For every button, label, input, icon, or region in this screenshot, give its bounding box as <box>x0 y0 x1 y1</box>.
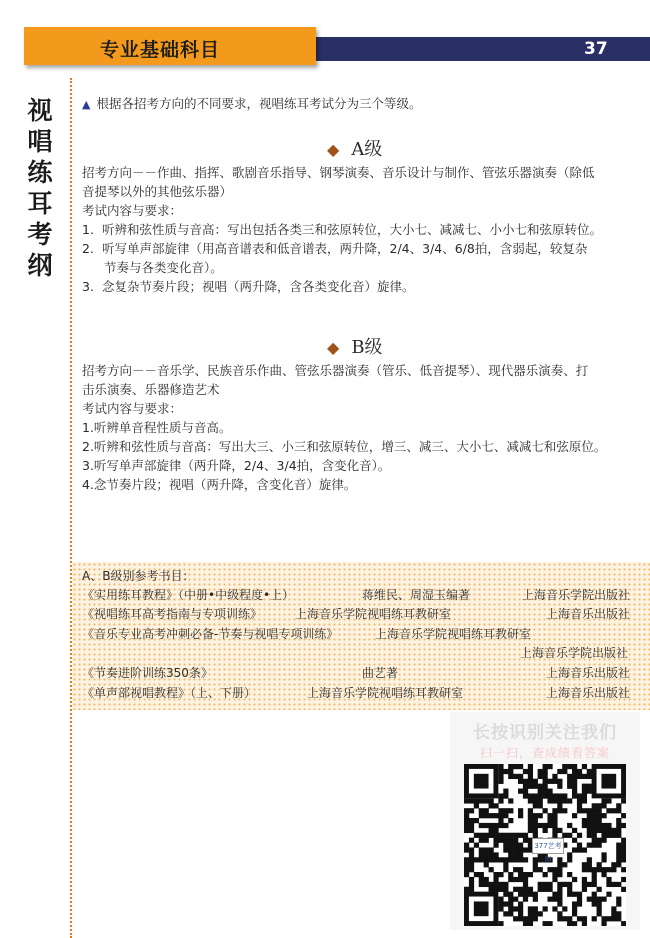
item-number: 1. <box>82 222 94 237</box>
list-item: 4.念节奏片段；视唱（两升降，含变化音）旋律。 <box>82 477 357 492</box>
item-text-cont: 节奏与各类变化音）。 <box>104 260 223 275</box>
side-title-char: 考 <box>27 220 53 249</box>
book-author: 上海音乐学院视唱练耳教研室 <box>307 686 464 700</box>
book-title: 《节奏进阶训练350条》 <box>82 666 213 680</box>
item-text: 念复杂节奏片段；视唱（两升降，含各类变化音）旋律。 <box>102 279 415 294</box>
book-publisher: 上海音乐出版社 <box>546 666 631 680</box>
qr-subheading: 扫一扫，查成绩看答案 <box>479 746 610 760</box>
list-item: 3.听写单声部旋律（两升降，2/4、3/4拍，含变化音）。 <box>82 458 391 473</box>
side-title-char: 纲 <box>27 251 53 280</box>
qr-panel <box>450 712 640 930</box>
list-item <box>82 239 638 277</box>
level-b-requirements-label: 考试内容与要求： <box>82 401 183 416</box>
list-item: 1.听辨单音程性质与音高。 <box>82 420 232 435</box>
qr-heading: 长按识别关注我们 <box>473 723 617 743</box>
book-publisher: 上海音乐出版社 <box>546 607 631 621</box>
level-a-heading <box>327 135 382 161</box>
diamond-icon: ◆ <box>327 338 340 357</box>
level-a-directions-cont: 音提琴以外的其他弦乐器） <box>82 184 233 199</box>
level-b-block <box>82 361 638 494</box>
book-title: 《单声部视唱教程》（上、下册） <box>82 686 257 700</box>
side-title-char: 视 <box>27 96 53 125</box>
page-number: 37 <box>584 39 608 59</box>
level-a-title: A级 <box>351 139 383 160</box>
qr-code-icon[interactable] <box>464 764 626 926</box>
level-b-directions: 招考方向－－音乐学、民族音乐作曲、管弦乐器演奏（管乐、低音提琴）、现代器乐演奏、打 <box>82 363 589 378</box>
side-title-char: 耳 <box>27 189 53 218</box>
item-number: 3. <box>82 279 94 294</box>
book-author: 上海音乐学院视唱练耳教研室 <box>295 607 452 621</box>
section-title: 专业基础科目 <box>100 39 221 61</box>
book-author: 上海音乐学院视唱练耳教研室 <box>375 627 532 641</box>
list-item <box>82 277 638 296</box>
book-title: 《实用练耳教程》（中册•中级程度•上） <box>82 588 295 602</box>
item-text: 听辨和弦性质与音高：写出包括各类三和弦原转位，大小七、减减七、小小七和弦原转位。 <box>102 222 603 237</box>
book-author: 蒋维民、周湿玉编著 <box>362 588 471 602</box>
level-a-requirements-label: 考试内容与要求： <box>82 203 183 218</box>
item-text-wrap <box>102 239 638 277</box>
intro-text: 根据各招考方向的不同要求，视唱练耳考试分为三个等级。 <box>96 96 422 111</box>
book-publisher: 上海音乐出版社 <box>546 686 631 700</box>
triangle-icon: ▲ <box>82 98 91 111</box>
level-b-title: B级 <box>351 337 383 358</box>
side-title <box>22 95 58 281</box>
book-publisher: 上海音乐学院出版社 <box>520 646 629 660</box>
side-title-char: 唱 <box>27 127 53 156</box>
dotted-divider <box>70 78 72 938</box>
qr-logo: 377艺考网 <box>532 838 564 854</box>
intro-line <box>82 94 421 112</box>
level-a-directions: 招考方向－－作曲、指挥、歌剧音乐指导、钢琴演奏、音乐设计与制作、管弦乐器演奏（除低 <box>82 165 595 180</box>
reference-heading: A、B级别参考书目： <box>82 569 195 583</box>
level-b-heading <box>327 333 383 359</box>
item-text: 听写单声部旋律（用高音谱表和低音谱表，两升降，2/4、3/4、6/8拍，含弱起，较复杂 <box>102 241 588 256</box>
diamond-icon: ◆ <box>327 140 340 159</box>
list-item: 2.听辨和弦性质与音高：写出大三、小三和弦原转位，增三、减三、大小七、减减七和弦原位。 <box>82 439 607 454</box>
book-title: 《音乐专业高考冲刺必备-节奏与视唱专项训练》 <box>82 627 339 641</box>
book-publisher: 上海音乐学院出版社 <box>522 588 631 602</box>
list-item <box>82 220 638 239</box>
level-a-block <box>82 163 638 296</box>
book-title: 《视唱练耳高考指南与专项训练》 <box>82 607 263 621</box>
level-b-directions-cont: 击乐演奏、乐器修造艺术 <box>82 382 220 397</box>
book-author: 曲艺著 <box>362 666 399 680</box>
item-number: 2. <box>82 241 94 256</box>
side-title-char: 练 <box>27 158 53 187</box>
